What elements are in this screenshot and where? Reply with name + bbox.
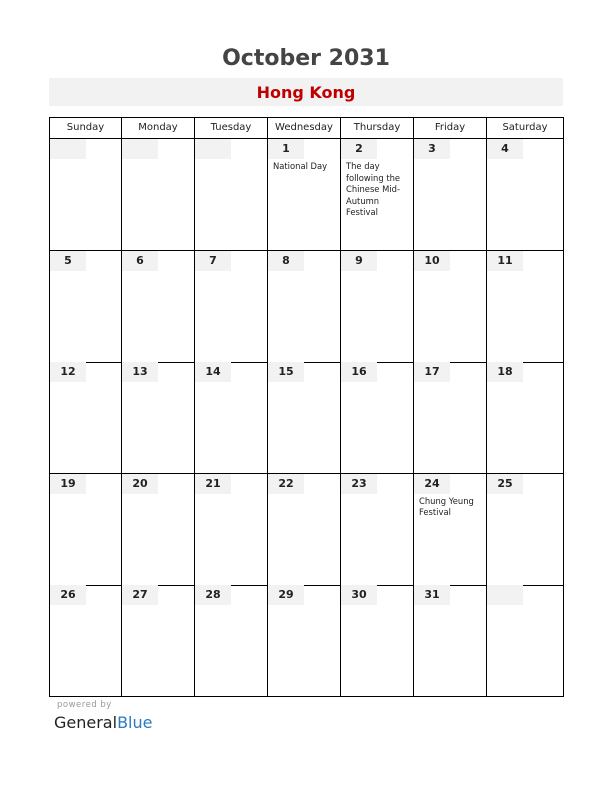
day-cell[interactable] bbox=[341, 362, 414, 473]
day-number: 13 bbox=[122, 362, 158, 382]
region-banner bbox=[49, 78, 563, 106]
day-number bbox=[122, 139, 158, 159]
day-number: 14 bbox=[195, 362, 231, 382]
day-cell[interactable] bbox=[414, 474, 487, 585]
day-cell[interactable] bbox=[341, 251, 414, 362]
week-row bbox=[50, 362, 563, 474]
holiday-label: Chung Yeung Festival bbox=[419, 495, 474, 518]
day-cell[interactable] bbox=[414, 251, 487, 362]
day-number bbox=[195, 139, 231, 159]
day-cell[interactable] bbox=[195, 585, 268, 697]
day-cell[interactable] bbox=[195, 139, 268, 250]
day-number: 20 bbox=[122, 474, 158, 494]
day-number: 26 bbox=[50, 585, 86, 605]
day-cell[interactable] bbox=[414, 362, 487, 473]
day-cell[interactable] bbox=[487, 251, 563, 362]
day-number: 17 bbox=[414, 362, 450, 382]
day-number: 31 bbox=[414, 585, 450, 605]
weekday-header-monday: Monday bbox=[122, 118, 195, 138]
day-cell[interactable] bbox=[487, 139, 563, 250]
day-cell[interactable] bbox=[50, 585, 122, 697]
day-number: 23 bbox=[341, 474, 377, 494]
day-cell[interactable] bbox=[341, 585, 414, 697]
day-cell[interactable] bbox=[122, 362, 195, 473]
day-cell[interactable] bbox=[341, 474, 414, 585]
brand-logo[interactable] bbox=[54, 713, 152, 732]
powered-by-label: powered by bbox=[57, 700, 112, 710]
day-number bbox=[487, 585, 523, 605]
day-number: 6 bbox=[122, 251, 158, 271]
day-number: 2 bbox=[341, 139, 377, 159]
weekday-header-friday: Friday bbox=[414, 118, 487, 138]
day-cell[interactable] bbox=[487, 474, 563, 585]
weekday-header-thursday: Thursday bbox=[341, 118, 414, 138]
day-cell[interactable] bbox=[341, 139, 414, 250]
day-number: 1 bbox=[268, 139, 304, 159]
day-number: 30 bbox=[341, 585, 377, 605]
day-cell[interactable] bbox=[122, 139, 195, 250]
day-number: 10 bbox=[414, 251, 450, 271]
day-number: 8 bbox=[268, 251, 304, 271]
weekday-header-sunday: Sunday bbox=[50, 118, 122, 138]
day-number: 21 bbox=[195, 474, 231, 494]
week-row bbox=[50, 139, 563, 251]
day-number: 19 bbox=[50, 474, 86, 494]
region-label: Hong Kong bbox=[256, 83, 356, 102]
day-cell[interactable] bbox=[50, 139, 122, 250]
day-cell[interactable] bbox=[195, 474, 268, 585]
day-cell[interactable] bbox=[122, 251, 195, 362]
day-number: 11 bbox=[487, 251, 523, 271]
day-cell[interactable] bbox=[414, 585, 487, 697]
brand-blue-text: Blue bbox=[117, 713, 153, 732]
day-cell[interactable] bbox=[268, 585, 341, 697]
day-cell[interactable] bbox=[268, 251, 341, 362]
day-cell[interactable] bbox=[50, 251, 122, 362]
brand-general-text: General bbox=[54, 713, 118, 732]
weekday-header-saturday: Saturday bbox=[502, 122, 548, 133]
day-number: 15 bbox=[268, 362, 304, 382]
day-number: 27 bbox=[122, 585, 158, 605]
day-number: 9 bbox=[341, 251, 377, 271]
day-number: 4 bbox=[487, 139, 523, 159]
day-number: 16 bbox=[341, 362, 377, 382]
holiday-label: The day following the Chinese Mid-Autumn Festival bbox=[346, 161, 401, 217]
day-number: 28 bbox=[195, 585, 231, 605]
week-row bbox=[50, 474, 563, 586]
day-cell[interactable] bbox=[50, 474, 122, 585]
day-cell[interactable] bbox=[268, 474, 341, 585]
weekday-header-wednesday: Wednesday bbox=[268, 118, 341, 138]
day-number: 5 bbox=[50, 251, 86, 271]
day-cell[interactable] bbox=[122, 585, 195, 697]
calendar-grid bbox=[49, 117, 564, 697]
weekday-header-row bbox=[50, 118, 563, 139]
weekday-header-tuesday: Tuesday bbox=[195, 118, 268, 138]
day-number: 7 bbox=[195, 251, 231, 271]
day-cell[interactable] bbox=[414, 139, 487, 250]
day-cell[interactable] bbox=[195, 362, 268, 473]
day-number: 3 bbox=[414, 139, 450, 159]
day-number: 24 bbox=[414, 474, 450, 494]
week-row bbox=[50, 585, 563, 697]
day-number: 18 bbox=[487, 362, 523, 382]
day-cell[interactable] bbox=[268, 139, 341, 250]
page-title: October 2031 bbox=[222, 46, 390, 71]
holiday-label: National Day bbox=[273, 161, 328, 171]
week-row bbox=[50, 251, 563, 363]
day-cell[interactable] bbox=[487, 585, 563, 697]
day-number bbox=[50, 139, 86, 159]
day-number: 25 bbox=[487, 474, 523, 494]
day-cell[interactable] bbox=[122, 474, 195, 585]
day-cell[interactable] bbox=[268, 362, 341, 473]
day-number: 29 bbox=[268, 585, 304, 605]
day-number: 12 bbox=[50, 362, 86, 382]
day-cell[interactable] bbox=[50, 362, 122, 473]
day-cell[interactable] bbox=[487, 362, 563, 473]
day-number: 22 bbox=[268, 474, 304, 494]
day-cell[interactable] bbox=[195, 251, 268, 362]
